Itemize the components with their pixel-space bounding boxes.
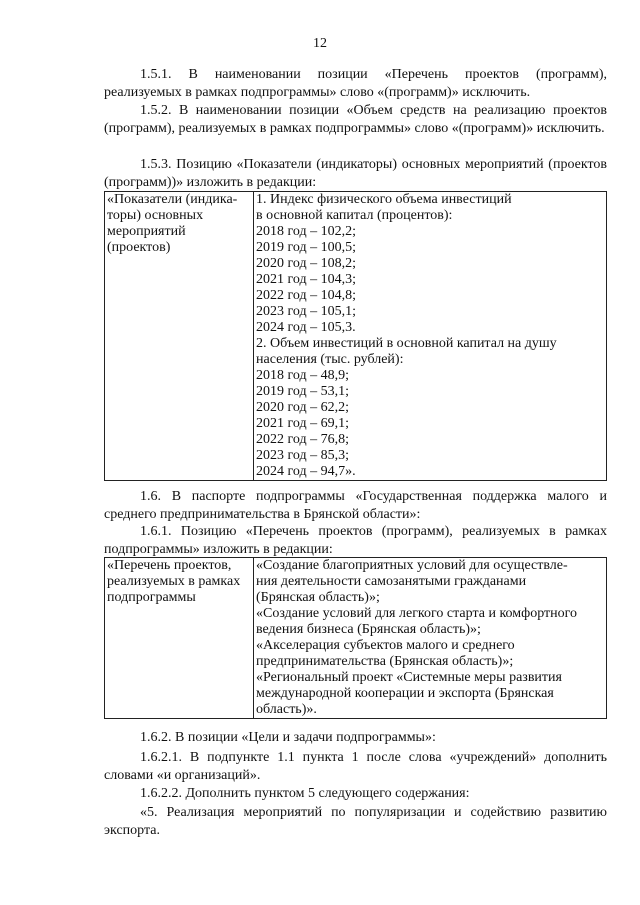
paragraph-1-6-2-2: 1.6.2.2. Дополнить пунктом 5 следующего содержания: [140,786,470,801]
paragraph-1-6-2: 1.6.2. В позиции «Цели и задачи подпрограммы»: [140,730,436,745]
paragraph-1-6-1: 1.6.1. Позицию «Перечень проектов (программ), реализуемых в рамках подпрограммы» изложить в редакции: [104,524,607,557]
text-line: «Создание благоприятных условий для осуществле- [256,558,568,573]
paragraph-1-5-1: 1.5.1. В наименовании позиции «Перечень проектов (программ), реализуемых в рамках подпрограммы» слово «(программ)» исключить. [104,67,607,100]
text-line: в основной капитал (процентов): [256,208,453,223]
text-line: область)». [256,702,317,717]
text-line: 2024 год – 94,7». [256,464,356,479]
text-line: 2022 год – 104,8; [256,288,357,303]
text-line: 2018 год – 48,9; [256,368,350,383]
text-line: 2020 год – 62,2; [256,400,350,415]
text-line: 2022 год – 76,8; [256,432,350,447]
text-line: 1. Индекс физического объема инвестиций [256,192,512,207]
text-line: 2019 год – 53,1; [256,384,350,399]
text-line: 2020 год – 108,2; [256,256,357,271]
text-line: 2018 год – 102,2; [256,224,357,239]
text-line: международной кооперации и экспорта (Брянская [256,686,554,701]
text-line: 2023 год – 85,3; [256,448,350,463]
indicators-value-cell [254,192,607,481]
text-line: 2021 год – 69,1; [256,416,350,431]
text-line: реализуемых в рамках [107,574,241,589]
text-line: 2024 год – 105,3. [256,320,356,335]
paragraph-1-6-2-1: 1.6.2.1. В подпункте 1.1 пункта 1 после слова «учреждений» дополнить словами «и организаций». [104,750,607,783]
text-line: 2019 год – 100,5; [256,240,357,255]
text-line: «Региональный проект «Системные меры развития [256,670,562,685]
text-line: 2. Объем инвестиций в основной капитал на душу [256,336,557,351]
text-line: (проектов) [107,240,171,255]
projects-table [104,557,607,719]
indicators-label-cell [105,192,254,481]
text-line: (Брянская область)»; [256,590,380,605]
paragraph-1-5-3: 1.5.3. Позицию «Показатели (индикаторы) основных мероприятий (проектов (программ))» изложить в редакции: [104,157,607,190]
text-line: «Перечень проектов, [107,558,232,573]
text-line: подпрограммы [107,590,196,605]
paragraph-1-6: 1.6. В паспорте подпрограммы «Государственная поддержка малого и среднего предпринимательства в Брянской области»: [104,489,607,522]
text-line: «Создание условий для легкого старта и комфортного [256,606,578,621]
paragraph-1-5-2: 1.5.2. В наименовании позиции «Объем средств на реализацию проектов (программ), реализуемых в рамках подпрограммы» слово «(программ)» исключить. [104,103,607,136]
text-line: «Акселерация субъектов малого и среднего [256,638,515,653]
projects-label-cell [105,558,254,719]
text-line: населения (тыс. рублей): [256,352,404,367]
paragraph-item-5: «5. Реализация мероприятий по популяризации и содействию развитию экспорта. [104,805,607,838]
text-line: торы) основных [107,208,204,223]
text-line: ведения бизнеса (Брянская область)»; [256,622,481,637]
projects-value-cell [254,558,607,719]
page-number: 12 [313,36,327,51]
indicators-table [104,191,607,481]
text-line: 2023 год – 105,1; [256,304,357,319]
text-line: мероприятий [107,224,186,239]
text-line: «Показатели (индика- [107,192,238,207]
text-line: ния деятельности самозанятыми гражданами [256,574,527,589]
text-line: 2021 год – 104,3; [256,272,357,287]
text-line: предпринимательства (Брянская область)»; [256,654,514,669]
